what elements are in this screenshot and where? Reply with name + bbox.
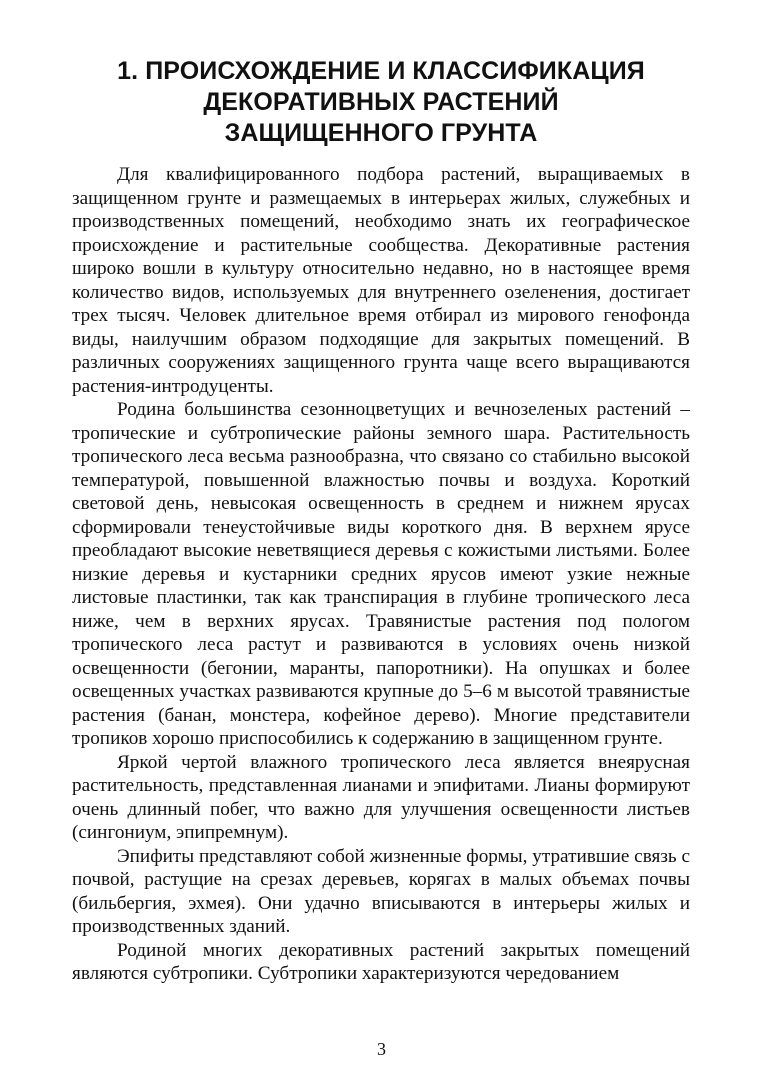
page-number: 3 [377, 1039, 386, 1059]
chapter-title [72, 56, 690, 149]
paragraph-origin: Для квалифицированного подбора растений, выращиваемых в защищенном грунте и размещаемых в интерьерах жилых, служебных и производственных помещений, необходимо знать их географическое происхождение и растительные сообщества. Декоративные растения широко вошли в культуру относительно недавно, но в настоящее время количество видов, используемых для внутреннего озеленения, достигает трех тысяч. Человек длительное время отбирал из мирового генофонда виды, наилучшим образом подходящие для закрытых помещений. В различных сооружениях защищенного грунта чаще всего выращиваются растения-интродуценты. [72, 164, 690, 397]
paragraph-tropics: Родина большинства сезонноцветущих и вечнозеленых растений – тропические и субтропические районы земного шара. Растительность тропического леса весьма разнообразна, что связано со стабильно высокой температурой, повышенной влажностью почвы и воздуха. Короткий световой день, невысокая освещенность в среднем и нижнем ярусах сформировали тенеустойчивые виды короткого дня. В верхнем ярусе преобладают высокие неветвящиеся деревья с кожистыми листьями. Более низкие деревья и кустарники средних ярусов имеют узкие нежные листовые пластинки, так как транспирация в глубине тропического леса ниже, чем в верхних ярусах. Травянистые растения под пологом тропического леса растут и развиваются в условиях очень низкой освещенности (бегонии, маранты, папоротники). На опушках и более освещенных участках развиваются крупные до 5–6 м высотой травянистые растения (банан, монстера, кофейное дерево). Многие представители тропиков хорошо приспособились к содержанию в защищенном грунте. [72, 399, 690, 749]
body-text [72, 163, 690, 986]
chapter-title-line-3: ЗАЩИЩЕННОГО ГРУНТА [224, 119, 538, 147]
chapter-title-line-1: 1. ПРОИСХОЖДЕНИЕ И КЛАССИФИКАЦИЯ [117, 57, 645, 85]
page-content [72, 56, 690, 986]
chapter-title-line-2: ДЕКОРАТИВНЫХ РАСТЕНИЙ [203, 88, 559, 116]
paragraph-lianas: Яркой чертой влажного тропического леса является внеярусная растительность, представленная лианами и эпифитами. Лианы формируют очень длинный побег, что важно для улучшения освещенности листьев (сингониум, эпипремнум). [72, 751, 690, 843]
paragraph-subtropics: Родиной многих декоративных растений закрытых помещений являются субтропики. Субтропики характеризуются чередованием [72, 939, 690, 984]
paragraph-epiphytes: Эпифиты представляют собой жизненные формы, утратившие связь с почвой, растущие на срезах деревьев, корягах в малых объемах почвы (бильбергия, эхмея). Они удачно вписываются в интерьеры жилых и производственных зданий. [72, 845, 690, 937]
